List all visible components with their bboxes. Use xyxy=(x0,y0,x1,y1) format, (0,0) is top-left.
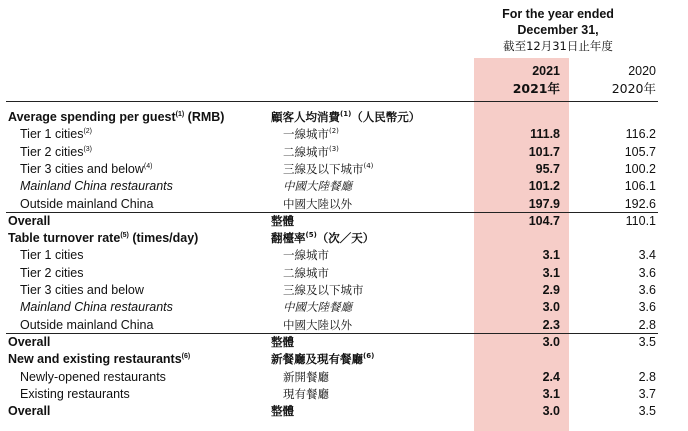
row-label-en-text: Tier 2 cities xyxy=(20,265,84,280)
value-2021: 3.1 xyxy=(542,386,560,401)
row-label-en-text: Overall xyxy=(8,213,51,228)
column-header-2021-zh: 2021年 xyxy=(512,81,560,96)
row-label-en-text: Tier 1 cities xyxy=(20,127,84,142)
value-2020: 2.8 xyxy=(638,317,656,332)
row-label-en-unit: (times/day) xyxy=(128,231,199,246)
row-label-zh xyxy=(271,351,374,368)
value-2020: 3.4 xyxy=(638,248,656,263)
row-label-zh-text: 新開餐廳 xyxy=(283,369,329,384)
value-2020: 105.7 xyxy=(624,144,656,159)
table-row xyxy=(0,109,688,126)
value-2020: 3.6 xyxy=(638,283,656,297)
row-label-en-text: Overall xyxy=(8,334,51,349)
row-label-zh-unit: （人民幣元） xyxy=(351,110,421,124)
value-2021: 2.3 xyxy=(542,317,560,332)
row-label-en xyxy=(20,144,92,161)
row-label-en-text: Average spending per guest xyxy=(8,110,176,124)
value-2021: 101.7 xyxy=(528,144,560,159)
footnote-marker: (5) xyxy=(120,232,129,240)
value-2021: 3.0 xyxy=(542,334,560,349)
value-2020: 106.1 xyxy=(624,179,656,194)
row-label-zh-text: 顧客人均消費 xyxy=(271,110,340,124)
footnote-marker: (4) xyxy=(143,162,153,170)
value-2020: 3.5 xyxy=(638,334,656,349)
table-row xyxy=(0,230,688,247)
table-row xyxy=(0,299,688,316)
period-header-line1: For the year ended xyxy=(502,7,614,21)
table-row xyxy=(0,213,688,230)
row-label-zh xyxy=(283,369,329,386)
value-2021: 3.1 xyxy=(542,265,560,280)
footnote-marker: (5) xyxy=(305,231,317,240)
value-2020: 3.7 xyxy=(638,386,656,401)
row-label-en-text: Tier 3 cities and below xyxy=(20,283,144,297)
row-label-en xyxy=(20,317,153,334)
table-row xyxy=(0,386,688,403)
row-label-zh-text: 一線城市 xyxy=(283,248,329,263)
row-label-en xyxy=(20,247,83,264)
row-label-zh xyxy=(271,334,294,351)
row-label-zh-text: 二線城市 xyxy=(283,144,329,159)
column-header-2021-en: 2021 xyxy=(532,64,560,78)
row-label-en-text: Tier 1 cities xyxy=(20,248,84,263)
value-2020: 110.1 xyxy=(625,213,656,228)
footnote-marker: (1) xyxy=(340,110,352,118)
row-label-zh-text: 二線城市 xyxy=(283,265,329,280)
row-label-en xyxy=(8,230,198,247)
row-label-en xyxy=(20,299,173,316)
row-label-zh-text: 新餐廳及現有餐廳 xyxy=(271,352,363,367)
row-label-en xyxy=(8,213,50,230)
value-2020: 3.5 xyxy=(638,404,656,419)
row-label-zh-text: 現有餐廳 xyxy=(283,386,329,401)
value-2021: 111.8 xyxy=(530,127,560,142)
row-label-zh xyxy=(283,386,329,403)
row-label-zh xyxy=(283,317,352,334)
row-label-zh-text: 翻檯率 xyxy=(271,231,306,246)
value-2021: 2.4 xyxy=(542,369,560,384)
table-row xyxy=(0,403,688,420)
row-label-en xyxy=(20,369,166,386)
row-label-zh-text: 整體 xyxy=(271,213,294,228)
row-label-zh xyxy=(283,247,329,264)
column-header-2020-zh: 2020年 xyxy=(611,81,656,96)
row-label-zh-text: 三線及以下城市 xyxy=(283,161,364,176)
row-label-zh xyxy=(283,196,352,213)
table-row xyxy=(0,334,688,351)
value-2021: 95.7 xyxy=(535,161,560,176)
footnote-marker: (2) xyxy=(329,127,339,136)
table-row xyxy=(0,265,688,282)
value-2021: 3.1 xyxy=(542,248,560,263)
row-label-en xyxy=(20,196,153,213)
row-label-zh xyxy=(283,144,339,161)
table-row xyxy=(0,178,688,195)
row-label-zh-text: 整體 xyxy=(271,404,294,419)
row-label-en-text: New and existing restaurants xyxy=(8,352,182,367)
row-label-en-text: Mainland China restaurants xyxy=(20,300,173,315)
table-row xyxy=(0,196,688,213)
row-label-en xyxy=(20,161,152,178)
period-header xyxy=(488,6,628,54)
row-label-zh xyxy=(283,178,352,195)
row-label-en xyxy=(20,265,83,282)
value-2021: 3.0 xyxy=(542,404,560,419)
row-label-en-text: Outside mainland China xyxy=(20,196,154,211)
row-label-zh xyxy=(271,109,420,126)
row-label-en-text: Table turnover rate xyxy=(8,231,121,246)
row-label-zh-unit: （次／天） xyxy=(316,231,375,246)
footnote-marker: (2) xyxy=(83,128,93,136)
row-label-zh xyxy=(283,265,329,282)
footnote-marker: (6) xyxy=(181,353,191,361)
table-row xyxy=(0,369,688,386)
row-label-en xyxy=(8,351,190,368)
footnote-marker: (3) xyxy=(329,144,339,153)
table-row xyxy=(0,247,688,264)
value-2021: 3.0 xyxy=(542,300,560,315)
row-label-en-text: Outside mainland China xyxy=(20,317,154,332)
value-2021: 101.2 xyxy=(528,179,560,194)
footnote-marker: (6) xyxy=(363,352,375,361)
row-label-en xyxy=(20,126,92,143)
row-label-zh xyxy=(283,161,373,178)
row-label-zh xyxy=(283,299,352,316)
footnote-marker: (4) xyxy=(363,161,374,170)
row-label-en-text: Newly-opened restaurants xyxy=(20,369,166,384)
row-label-en-unit: (RMB) xyxy=(184,110,225,124)
footnote-marker: (3) xyxy=(83,145,93,153)
row-label-en xyxy=(20,282,144,299)
value-2020: 3.6 xyxy=(638,265,656,280)
row-label-zh-text: 中國大陸餐廳 xyxy=(283,300,352,315)
value-2021: 2.9 xyxy=(542,283,560,297)
value-2021: 104.7 xyxy=(528,213,560,228)
row-label-en-text: Overall xyxy=(8,404,51,419)
value-2021: 197.9 xyxy=(528,196,560,211)
footnote-marker: (1) xyxy=(175,111,185,118)
column-header-2020-en: 2020 xyxy=(628,64,656,78)
row-label-zh xyxy=(283,282,364,299)
row-label-zh xyxy=(271,230,374,247)
table-row xyxy=(0,317,688,334)
header-rule xyxy=(6,101,658,102)
row-label-en xyxy=(8,403,50,420)
column-header-2021 xyxy=(474,62,560,98)
row-label-zh-text: 中國大陸餐廳 xyxy=(283,179,352,194)
row-label-en-text: Mainland China restaurants xyxy=(20,179,173,194)
row-label-en-text: Tier 2 cities xyxy=(20,144,84,159)
row-label-zh-text: 三線及以下城市 xyxy=(283,283,364,297)
table-row xyxy=(0,351,688,368)
value-2020: 116.2 xyxy=(625,127,656,142)
row-label-zh xyxy=(283,126,339,143)
value-2020: 3.6 xyxy=(638,300,656,315)
row-label-zh-text: 中國大陸以外 xyxy=(283,317,352,332)
value-2020: 100.2 xyxy=(624,161,656,176)
row-label-en xyxy=(20,386,130,403)
row-label-en-text: Tier 3 cities and below xyxy=(20,161,144,176)
row-label-en xyxy=(8,109,224,126)
period-header-line3: 截至12月31日止年度 xyxy=(503,39,613,53)
row-label-zh xyxy=(271,403,294,420)
row-label-en-text: Existing restaurants xyxy=(20,386,130,401)
row-label-zh-text: 整體 xyxy=(271,334,294,349)
row-label-zh-text: 一線城市 xyxy=(283,127,329,142)
period-header-line2: December 31, xyxy=(517,23,599,37)
value-2020: 2.8 xyxy=(638,369,656,384)
table-row xyxy=(0,282,688,299)
row-label-zh xyxy=(271,213,294,230)
value-2020: 192.6 xyxy=(624,196,656,211)
table-row xyxy=(0,144,688,161)
row-label-en xyxy=(20,178,173,195)
row-label-en xyxy=(8,334,50,351)
table-row xyxy=(0,161,688,178)
table-row xyxy=(0,126,688,143)
column-header-2020 xyxy=(575,62,656,98)
row-label-zh-text: 中國大陸以外 xyxy=(283,196,352,211)
